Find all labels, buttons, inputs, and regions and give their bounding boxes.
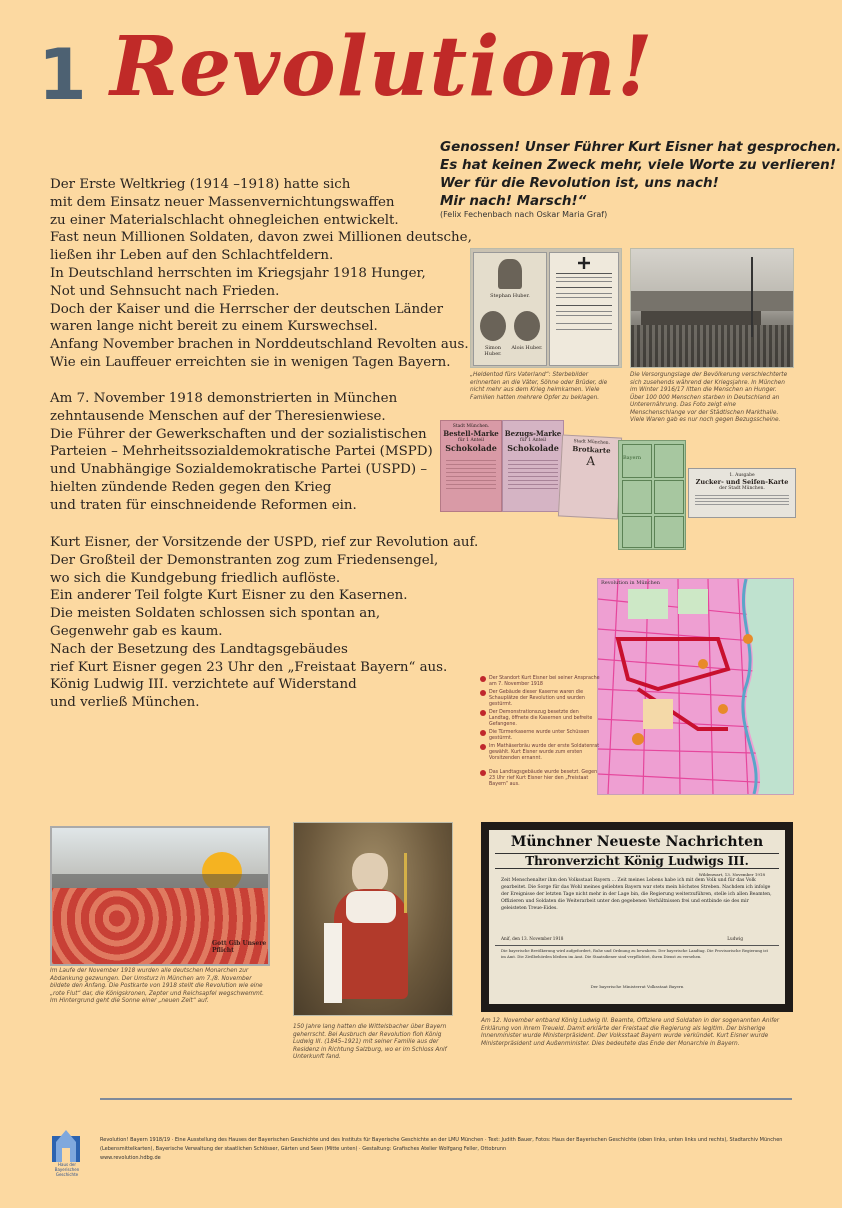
intro-line: Parteien – Mehrheitssozialdemokratische Partei (MSPD) — [50, 444, 433, 460]
queue-caption: Die Versorgungslage der Bevölkerung verschlechterte sich zusehends während der Kriegsjahre. In München im Winter 1916/17 litten die Menschen an Hunger. Über 100 000 Menschen starben in Deutschland an Unterernährung. Das Foto zeigt eine Menschenschlange vor der Städtischen Markthalle. Viele Waren gab es nur noch gegen Bezugsscheine. — [630, 372, 788, 423]
memorial-label: Alois Huber. — [511, 345, 543, 351]
intro-line: und verließ München. — [50, 695, 200, 711]
king-caption: 150 Jahre lang hatten die Wittelsbacher über Bayern geherrscht. Bei Ausbruch der Revolution floh König Ludwig III. (1845–1921) mit seiner Familie aus der Residenz in Richtung Salzburg, wo er im Schloss Anif Unterkunft fand. — [293, 1024, 447, 1060]
ration-cards-photo — [440, 418, 795, 548]
intro-line: König Ludwig III. verzichtete auf Widerstand — [50, 677, 357, 693]
map-legend-item: Die Türmerkaserne wurde unter Schüssen gestürmt. — [480, 730, 600, 742]
intro-line: Der Erste Weltkrieg (1914 –1918) hatte sich — [50, 177, 351, 192]
intro-line: ließen ihr Leben auf den Schlachtfeldern. — [50, 248, 334, 264]
newspaper-place: Anif, den 13. November 1918 — [501, 936, 564, 941]
footer-divider — [100, 1098, 792, 1100]
revolution-map — [597, 578, 794, 795]
footer-line: Revolution! Bayern 1918/19 · Eine Ausstellung des Hauses der Bayerischen Geschichte und des Instituts für Bayerische Geschichte an der LMU München · Text: Judith Bauer, Fotos: Haus der Bayerischen Geschichte (oben links, unten links und rechts), Stadtarchiv München — [100, 1137, 783, 1143]
newspaper-sign: Ludwig — [727, 936, 743, 941]
intro-line: zu einer Materialschlacht ohnegleichen entwickelt. — [50, 212, 399, 228]
footer-line: (Lebensmittelkarten), Bayerische Verwaltung der staatlichen Schlösser, Gärten und Seen (Mitte unten) · Gestaltung: Grafisches Atelier Wolfgang Feller, Ottobrunn — [100, 1146, 507, 1152]
ration-card-text: Stadt München. — [573, 439, 611, 446]
footer-credits — [100, 1136, 790, 1163]
intro-line: Kurt Eisner, der Vorsitzende der USPD, rief zur Revolution auf. — [50, 535, 479, 550]
intro-line: und traten für einschneidende Reformen ein. — [50, 497, 357, 513]
quote-source: (Felix Fechenbach nach Oskar Maria Graf) — [440, 210, 608, 219]
ration-card-text: Bezugs-Marke — [504, 429, 562, 438]
newspaper-headline: Thronverzicht König Ludwigs III. — [495, 853, 779, 869]
map-graphic — [598, 579, 793, 794]
ration-card-text: Brotkarte — [572, 444, 611, 456]
newspaper-footer: Die bayerische Bevölkerung wird aufgefordert, Ruhe und Ordnung zu bewahren. Der bayerische Landtag. Die Provisorische Regierung ist im Amt. Die Zivilbehörden bleiben im Amt. Die Staatsdiener sind verpflichtet, ihren Dienst zu versehen. — [495, 945, 779, 984]
intro-line: Am 7. November 1918 demonstrierten in München — [50, 391, 398, 406]
hdbg-logo-text: Haus der Bayerischen Geschichte — [54, 1162, 80, 1177]
intro-line: mit dem Einsatz neuer Massenvernichtungswaffen — [50, 194, 395, 210]
intro-line: Der Großteil der Demonstranten zog zum Friedensengel, — [50, 552, 439, 568]
map-legend-item: Das Landtagsgebäude wurde besetzt. Gegen 23 Uhr rief Kurt Eisner hier den „Freistaat Bayern“ aus. — [480, 770, 600, 788]
revolution-postcard — [50, 826, 270, 966]
hdbg-logo-icon — [52, 1128, 80, 1162]
quote-line: Es hat keinen Zweck mehr, viele Worte zu verlieren! — [440, 157, 836, 173]
newspaper-date: Wildenwart, 13. November 1918 — [698, 872, 765, 877]
intro-line: In Deutschland herrschten im Kriegsjahr 1918 Hunger, — [50, 265, 426, 281]
intro-line: Die Führer der Gewerkschaften und der sozialistischen — [50, 426, 427, 442]
intro-line: waren lange nicht bereit zu einem Kurswechsel. — [50, 319, 378, 335]
intro-line: Nach der Besetzung des Landtagsgebäudes — [50, 641, 348, 657]
ration-card-text: Bayern — [623, 455, 642, 461]
ration-card-text: der Stadt München. — [719, 486, 765, 491]
newspaper-abdication — [481, 822, 793, 1012]
newspaper-caption: Am 12. November entband König Ludwig III. Beamte, Offiziere und Soldaten in der sogenannten Anifer Erklärung von ihrem Treueid. Damit erklärte der Freistaat die Regierung als legitim. Der bisherige Innenminister wurde Ministerpräsident. Der Volksstaat Bayern wurde verkündet. Kurt Eisner wurde Ministerpräsident und Außenminister. Dies bedeutete das Ende der Monarchie in Bayern. — [481, 1018, 780, 1047]
quote-line: Genossen! Unser Führer Kurt Eisner hat gesprochen. — [440, 139, 842, 155]
ration-card-text: Zucker- und Seifen-Karte — [695, 478, 789, 486]
intro-paragraph-2 — [50, 390, 433, 515]
intro-paragraph-1 — [50, 176, 472, 372]
map-legend-item: Der Standort Kurt Eisner bei seiner Ansprache am 7. November 1918 — [480, 676, 600, 688]
intro-line: hielten zündende Reden gegen den Krieg — [50, 479, 332, 495]
ration-card-text: Stadt München. — [452, 424, 490, 429]
memorial-caption: „Heldentod fürs Vaterland“: Sterbebilder erinnerten an die Väter, Söhne oder Brüder, die nicht mehr aus dem Krieg heimkamen. Viele Familien hatten mehrere Opfer zu beklagen. — [470, 372, 608, 401]
intro-line: Wie ein Lauffeuer erreichten sie in wenigen Tagen Bayern. — [50, 354, 451, 370]
map-legend-item: Der Demonstrationszug besetzte den Landtag, öffnete die Kasernen und befreite Gefangene. — [480, 710, 600, 728]
map-legend-item: Im Mathäserbräu wurde der erste Soldatenrat gewählt. Kurt Eisner wurde zum ersten Vorsitzenden ernannt. — [480, 744, 600, 762]
intro-line: Fast neun Millionen Soldaten, davon zwei Millionen deutsche, — [50, 230, 472, 246]
intro-line: Anfang November brachen in Norddeutschland Revolten aus. — [50, 337, 469, 353]
quote-line: Mir nach! Marsch!“ — [440, 193, 587, 209]
king-ludwig-portrait — [293, 822, 453, 1016]
footer-url[interactable]: www.revolution.hdbg.de — [100, 1155, 161, 1161]
ration-card-text: für 1 Anteil — [458, 438, 484, 443]
ration-card-text: A — [586, 453, 596, 469]
ration-card-text: 1. Ausgabe — [729, 473, 755, 478]
ration-card-text: Schokolade — [445, 443, 497, 453]
postcard-label: Gott Gib Unsere Pflicht — [212, 940, 267, 954]
page-title: Revolution! — [110, 19, 654, 115]
intro-line: Die meisten Soldaten schlossen sich spontan an, — [50, 606, 381, 622]
intro-line: Gegenwehr gab es kaum. — [50, 623, 223, 639]
chapter-number: 1 — [38, 34, 87, 116]
memorial-cards-photo — [470, 248, 622, 368]
intro-line: und Unabhängige Sozialdemokratische Partei (USPD) – — [50, 462, 428, 478]
quote-line: Wer für die Revolution ist, uns nach! — [440, 175, 719, 191]
intro-line: Doch der Kaiser und die Herrscher der deutschen Länder — [50, 301, 444, 317]
intro-line: rief Kurt Eisner gegen 23 Uhr den „Freistaat Bayern“ aus. — [50, 659, 448, 675]
memorial-label: Simon Huber. — [484, 345, 502, 357]
intro-line: zehntausende Menschen auf der Theresienwiese. — [50, 408, 386, 424]
newspaper-bottom: Der bayerische Ministerrat Volksstaat Bayern — [590, 984, 684, 989]
ration-card-text: Bestell-Marke — [443, 429, 499, 438]
newspaper-title: Münchner Neueste Nachrichten — [510, 834, 764, 850]
map-title: Revolution in München — [601, 580, 660, 586]
quote — [440, 138, 841, 210]
memorial-label: Stephan Huber. — [490, 293, 530, 299]
bread-queue-photo — [630, 248, 794, 368]
intro-line: Ein anderer Teil folgte Kurt Eisner zu den Kasernen. — [50, 588, 408, 604]
intro-line: wo sich die Kundgebung friedlich auflöste. — [50, 570, 341, 586]
ration-card-text: Schokolade — [507, 443, 559, 453]
intro-line: Not und Sehnsucht nach Frieden. — [50, 283, 280, 299]
newspaper-body: Zeit Menschenalter ihm den Volksstaat Bayern ... Zeit meines Lebens habe ich mit dem Volk und für das Volk gearbeitet. Die Sorge für das Wohl meines geliebten Bayern war stets mein höchstes Streben. Nachdem ich infolge der Ereignisse der letzten Tage nicht mehr in der Lage bin, die Regierung weiterzuführen, stelle ich allen Beamten, Offizieren und Soldaten die Weiterarbeit unter den gegebenen Verhältnissen frei und entbinde sie des mir geleisteten Treue-Eides. — [501, 878, 772, 911]
postcard-caption: Im Laufe der November 1918 wurden alle deutschen Monarchen zur Abdankung gezwungen. Der Umsturz in München am 7./8. November bildete den Anfang. Die Postkarte von 1918 stellt die Revolution wie eine „rote Flut“ dar, die Königskronen, Zepter und Reichsapfel wegschwemmt. Im Hintergrund geht die Sonne einer „neuen Zeit“ auf. — [50, 968, 264, 1004]
ration-card-text: für 1 Anteil — [520, 438, 546, 443]
map-legend-item: Der Gebäude dieser Kaserne waren die Schauplätze der Revolution und wurden gestürmt. — [480, 690, 600, 708]
intro-paragraph-3 — [50, 534, 479, 712]
